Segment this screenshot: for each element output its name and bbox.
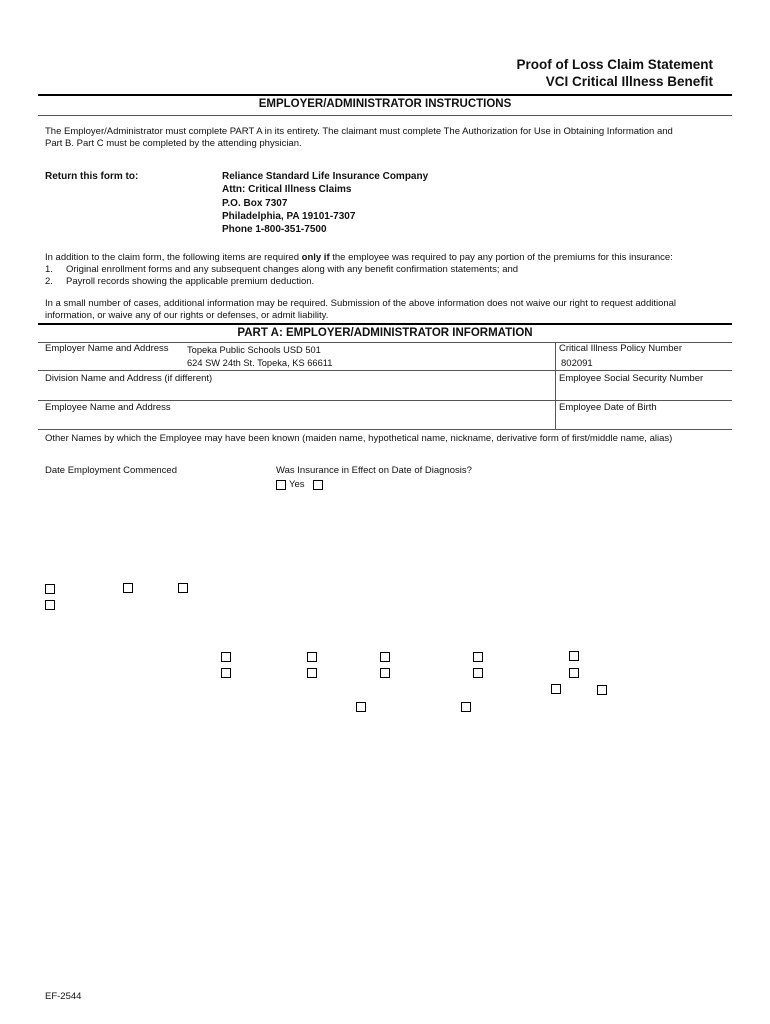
checkbox[interactable] [473,668,483,678]
checkbox[interactable] [307,668,317,678]
checkbox[interactable] [473,652,483,662]
form-title: Proof of Loss Claim Statement [516,57,713,72]
row-divider [38,429,732,430]
intro-line: Part B. Part C must be completed by the attending physician. [45,138,302,149]
required-items-pre: In addition to the claim form, the following items are required [45,252,302,263]
checkbox[interactable] [307,652,317,662]
column-divider [555,342,556,430]
checkbox[interactable] [356,702,366,712]
checkbox[interactable] [123,583,133,593]
return-address [222,170,428,236]
list-text: Original enrollment forms and any subsequent changes along with any benefit confirmation statements; and [66,264,519,275]
dob-label[interactable]: Employee Date of Birth [559,402,657,413]
checkbox[interactable] [461,702,471,712]
list-number: 1. [45,264,53,275]
return-label: Return this form to: [45,171,139,182]
required-items-list [45,264,518,288]
row-divider [38,400,732,401]
list-item [45,264,518,276]
checkbox[interactable] [569,668,579,678]
employer-value[interactable] [187,344,332,370]
section-divider [38,115,732,116]
section-divider [38,323,732,325]
additional-line: information, or waive any of our rights or defenses, or admit liability. [45,310,329,321]
section-divider [38,94,732,96]
checkbox[interactable] [380,668,390,678]
form-subtitle: VCI Critical Illness Benefit [545,74,713,89]
checkbox[interactable] [178,583,188,593]
required-items-post: the employee was required to pay any portion of the premiums for this insurance: [329,252,673,263]
checkbox[interactable] [551,684,561,694]
yes-label: Yes [289,479,305,490]
employer-address: 624 SW 24th St. Topeka, KS 66611 [187,358,333,368]
part-a-heading: PART A: EMPLOYER/ADMINISTRATOR INFORMATION [237,327,533,339]
intro-line: The Employer/Administrator must complete PART A in its entirety. The claimant must complete The Authorization for Use in Obtaining Information and [45,126,673,137]
form-number: EF-2544 [45,991,82,1002]
row-divider [38,370,732,371]
list-item [45,276,518,288]
employer-label: Employer Name and Address [45,343,169,354]
insurance-yes-checkbox[interactable] [276,480,286,490]
address-line: Reliance Standard Life Insurance Company [222,171,429,182]
required-items-emphasis: only if [301,252,330,263]
instructions-intro [45,126,730,150]
policy-label: Critical Illness Policy Number [559,343,683,354]
checkbox[interactable] [45,600,55,610]
additional-info-text [45,298,730,322]
additional-line: In a small number of cases, additional information may be required. Submission of the above information does not waive our right to request additional [45,298,677,309]
list-number: 2. [45,276,53,287]
employer-name: Topeka Public Schools USD 501 [187,345,321,355]
checkbox[interactable] [45,584,55,594]
address-line: Phone 1-800-351-7500 [222,224,327,236]
employee-label[interactable]: Employee Name and Address [45,402,171,413]
policy-number[interactable]: 802091 [561,358,593,369]
address-line: Philadelphia, PA 19101-7307 [222,210,356,222]
instructions-heading: EMPLOYER/ADMINISTRATOR INSTRUCTIONS [258,98,512,110]
required-items-text [45,252,730,264]
checkbox[interactable] [569,651,579,661]
insurance-no-checkbox[interactable] [313,480,323,490]
insurance-question: Was Insurance in Effect on Date of Diagnosis? [276,465,472,476]
other-names-label[interactable]: Other Names by which the Employee may have been known (maiden name, hypothetical name, nickname, derivative form of first/middle name, alias) [45,433,673,444]
checkbox[interactable] [380,652,390,662]
checkbox[interactable] [597,685,607,695]
checkbox[interactable] [221,668,231,678]
division-label[interactable]: Division Name and Address (if different) [45,373,213,384]
address-line: P.O. Box 7307 [222,197,288,209]
list-text: Payroll records showing the applicable premium deduction. [66,276,315,287]
date-employment-label[interactable]: Date Employment Commenced [45,465,177,476]
address-line: Attn: Critical Illness Claims [222,184,352,196]
checkbox[interactable] [221,652,231,662]
ssn-label[interactable]: Employee Social Security Number [559,373,704,384]
